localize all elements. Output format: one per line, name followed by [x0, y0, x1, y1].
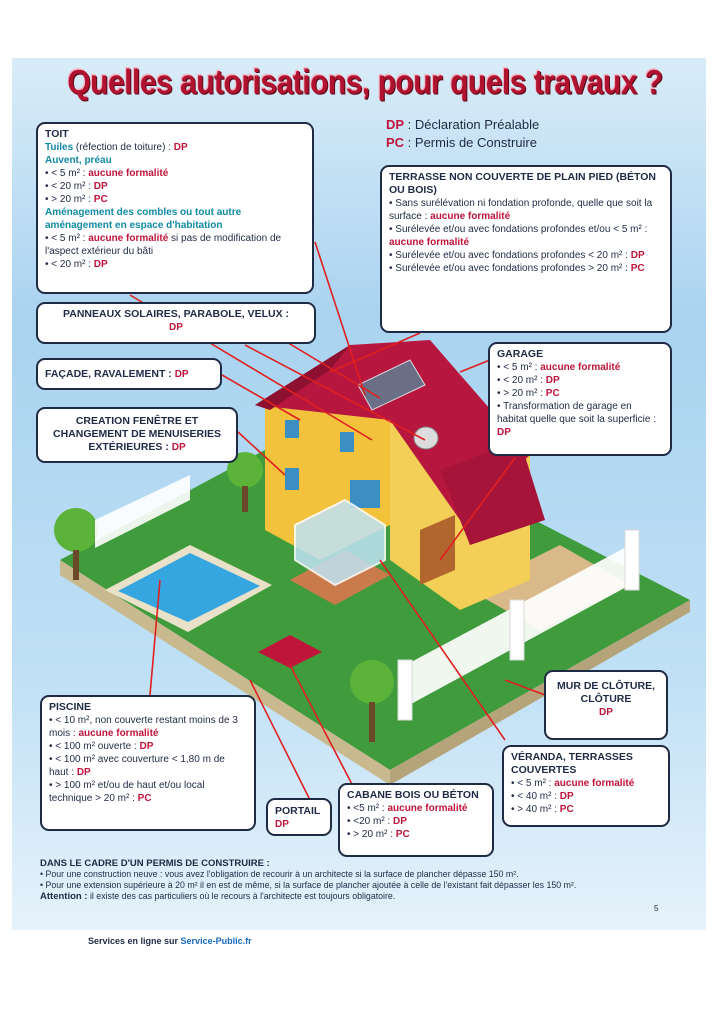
footer-attention-label: Attention : — [40, 891, 88, 902]
list-item: • Sans surélévation ni fondation profonde, quelle que soit la surface : aucune formalité — [389, 197, 663, 223]
fenetre-title: CREATION FENÊTRE ET CHANGEMENT DE MENUISERIES EXTÉRIEURES : — [52, 415, 221, 453]
toit-tuiles-value: DP — [173, 142, 188, 153]
panneaux-value: DP — [169, 322, 183, 333]
list-item: • <20 m² : DP — [347, 815, 485, 828]
list-item: • < 10 m², non couverte restant moins de 3 mois : aucune formalité — [49, 714, 247, 740]
services-prefix: Services en ligne sur — [88, 936, 181, 946]
window — [350, 480, 380, 508]
cabane-box — [338, 783, 494, 857]
window — [285, 420, 299, 438]
piscine-title: PISCINE — [49, 701, 92, 713]
services-line — [88, 936, 252, 946]
cloture-value: DP — [599, 707, 613, 718]
list-item: • > 100 m² et/ou de haut et/ou local technique > 20 m² : PC — [49, 779, 247, 805]
page-number: 5 — [654, 904, 659, 913]
terrasse-box — [380, 165, 672, 333]
veranda-title: VÉRANDA, TERRASSES COUVERTES — [511, 751, 633, 776]
list-item: • Surélevée et/ou avec fondations profondes > 20 m² : PC — [389, 262, 663, 275]
list-item: • < 5 m² : aucune formalité — [45, 167, 305, 180]
fence-post — [625, 530, 639, 590]
veranda-box — [502, 745, 670, 827]
list-item: • > 40 m² : PC — [511, 803, 661, 816]
list-item: • Surélevée et/ou avec fondations profondes < 20 m² : DP — [389, 249, 663, 262]
cloture-box — [544, 670, 668, 740]
portail-title: PORTAIL — [275, 805, 321, 817]
list-item: • > 20 m² : PC — [45, 193, 305, 206]
list-item: • < 5 m² : aucune formalité — [497, 361, 663, 374]
list-item: • < 5 m² : aucune formalité — [511, 777, 661, 790]
tree-trunk — [73, 550, 79, 580]
list-item: • Transformation de garage en habitat quelle que soit la superficie : DP — [497, 400, 663, 439]
tree-trunk — [242, 486, 248, 512]
toit-combles-heading: Aménagement des combles ou tout autre aménagement en espace d'habitation — [45, 207, 242, 231]
window — [340, 432, 354, 452]
legend-pc-text: : Permis de Construire — [404, 135, 537, 150]
garage-title: GARAGE — [497, 348, 544, 360]
list-item: • < 20 m² : DP — [45, 258, 305, 271]
legend-dp-text: : Déclaration Préalable — [404, 117, 540, 132]
fence-post — [510, 600, 524, 660]
footer-attention-text: il existe des cas particuliers où le recours à l'architecte est toujours obligatoire. — [87, 891, 396, 901]
footer-line: • Pour une construction neuve : vous avez l'obligation de recourir à un architecte si la surface de plancher dépasse 150 m². — [40, 869, 519, 879]
garage-box — [488, 342, 672, 456]
list-item: • < 5 m² : aucune formalité si pas de modification de l'aspect extérieur du bâti — [45, 232, 305, 258]
page-title: Quelles autorisations, pour quels travaux ? — [67, 63, 663, 102]
tree-trunk — [369, 702, 375, 742]
legend-dp-key: DP — [386, 117, 405, 132]
fenetre-box — [36, 407, 238, 463]
satellite-dish — [414, 427, 438, 449]
footer-notes — [40, 858, 680, 902]
service-public-link[interactable]: Service-Public.fr — [180, 936, 252, 946]
list-item: • <5 m² : aucune formalité — [347, 802, 485, 815]
toit-box — [36, 122, 314, 294]
list-item: • < 100 m² ouverte : DP — [49, 740, 247, 753]
toit-tuiles-rest: (réfection de toiture) : — [73, 142, 174, 153]
toit-title: TOIT — [45, 128, 69, 140]
list-item: • > 20 m² : PC — [497, 387, 663, 400]
list-item: • < 100 m² avec couverture < 1,80 m de haut : DP — [49, 753, 247, 779]
facade-value: DP — [174, 369, 189, 380]
legend-pc-key: PC — [386, 135, 405, 150]
list-item: • < 20 m² : DP — [45, 180, 305, 193]
fenetre-value: DP — [171, 442, 186, 453]
portail-value: DP — [275, 819, 289, 830]
list-item: • Surélevée et/ou avec fondations profondes et/ou < 5 m² : aucune formalité — [389, 223, 663, 249]
list-item: • < 20 m² : DP — [497, 374, 663, 387]
toit-auvent-heading: Auvent, préau — [45, 155, 112, 166]
legend — [386, 116, 539, 152]
piscine-box — [40, 695, 256, 831]
panneaux-box — [36, 302, 316, 344]
terrasse-title: TERRASSE NON COUVERTE DE PLAIN PIED (BÉTON OU BOIS) — [389, 171, 657, 196]
footer-heading: DANS LE CADRE D'UN PERMIS DE CONSTRUIRE : — [40, 858, 270, 869]
tree — [54, 508, 98, 552]
list-item: • > 20 m² : PC — [347, 828, 485, 841]
footer-line: • Pour une extension supérieure à 20 m² il en est de même, si la surface de plancher ajoutée à celle de l'existant fait dépasser les 150 m². — [40, 880, 577, 890]
cloture-title: MUR DE CLÔTURE, CLÔTURE — [557, 680, 655, 705]
list-item: • < 40 m² : DP — [511, 790, 661, 803]
facade-title: FAÇADE, RAVALEMENT : — [45, 368, 175, 380]
fence-post — [398, 660, 412, 720]
facade-box — [36, 358, 222, 390]
cabane-title: CABANE BOIS OU BÉTON — [347, 789, 479, 801]
portail-box — [266, 798, 332, 836]
panneaux-title: PANNEAUX SOLAIRES, PARABOLE, VELUX : — [63, 308, 289, 320]
toit-tuiles-label: Tuiles — [45, 142, 74, 153]
tree — [350, 660, 394, 704]
window — [285, 468, 299, 490]
